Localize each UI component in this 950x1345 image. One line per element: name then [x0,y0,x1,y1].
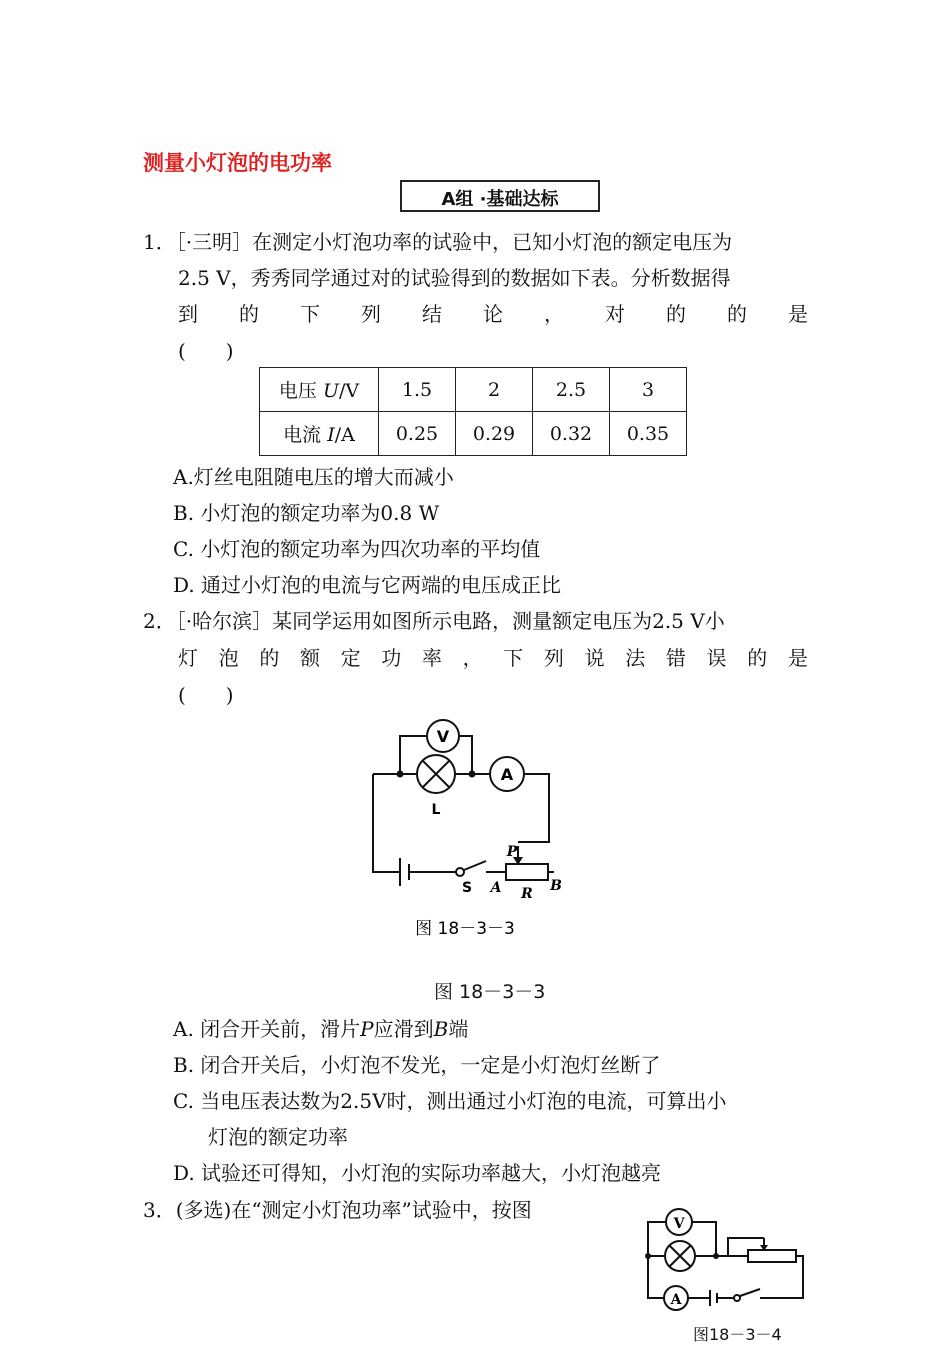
q2-option-c-line2: 灯泡的额定功率 [208,1125,348,1149]
table-row [260,412,687,456]
q3-line1: 3．(多选)在“测定小灯泡功率”试验中，按图 [143,1198,532,1222]
circuit-diagram [360,712,580,942]
q1-option-c: C. 小灯泡的额定功率为四次功率的平均值 [173,537,541,561]
table-cell: 2.5 [533,368,610,412]
voltmeter-label: V [436,727,450,746]
page-title: 测量小灯泡的电功率 [143,151,332,175]
table-cell: 3 [610,368,687,412]
table-cell: 2 [456,368,533,412]
table-row [260,368,687,412]
table-cell: 0.32 [533,412,610,456]
q2-line1: 2．［·哈尔滨］某同学运用如图所示电路，测量额定电压为2.5 V小 [143,609,725,633]
figure-caption: 图 18－3－3 [434,981,546,1003]
data-table [259,367,687,456]
slider-label: P [506,844,518,860]
q1-answer-paren: ( ) [178,339,234,363]
lamp-label: L [431,802,441,818]
q1-option-d: D. 通过小灯泡的电流与它两端的电压成正比 [173,573,562,597]
row-label-voltage: 电压 U/V [260,368,379,412]
q1-option-a: A.灯丝电阻随电压的增大而减小 [173,465,454,489]
resistor-symbol [506,864,548,880]
q1-line1: 1．［·三明］在测定小灯泡功率的试验中，已知小灯泡的额定电压为 [143,230,733,254]
q1-line2: 2.5 V，秀秀同学通过对的试验得到的数据如下表。分析数据得 [178,266,731,290]
end-b-label: B [550,878,562,894]
group-label: A组 ·基础达标 [441,189,559,210]
q2-option-b: B. 闭合开关后，小灯泡不发光，一定是小灯泡灯丝断了 [173,1053,661,1077]
table-cell: 0.25 [379,412,456,456]
q2-option-c-line1: C. 当电压表达数为2.5V时，测出通过小灯泡的电流，可算出小 [173,1089,727,1113]
end-a-label: A [490,880,502,896]
q1-option-b: B. 小灯泡的额定功率为0.8 W [173,501,440,525]
ammeter-label-2: A [670,1292,682,1308]
voltmeter-label-2: V [673,1216,685,1232]
q2-option-d: D. 试验还可得知，小灯泡的实际功率越大，小灯泡越亮 [173,1161,662,1185]
resistor-label: R [521,886,533,902]
figure-caption-2: 图18－3－4 [693,1325,782,1344]
table-cell: 0.35 [610,412,687,456]
q2-option-a: A. 闭合开关前，滑片P应滑到B端 [173,1017,469,1041]
table-cell: 1.5 [379,368,456,412]
switch-label: S [461,880,473,896]
q2-answer-paren: ( ) [178,683,234,707]
row-label-current: 电流 I/A [260,412,379,456]
table-cell: 0.29 [456,412,533,456]
ammeter-label: A [500,765,514,784]
q2-line2: 灯 泡 的 额 定 功 率 ， 下 列 说 法 错 误 的 是 [178,646,808,670]
q1-line3: 到 的 下 列 结 论 ， 对 的 的 是 [178,302,808,326]
figure-caption-inner: 图 18－3－3 [415,919,515,939]
circuit-diagram-2 [640,1200,815,1320]
group-header [400,180,600,212]
